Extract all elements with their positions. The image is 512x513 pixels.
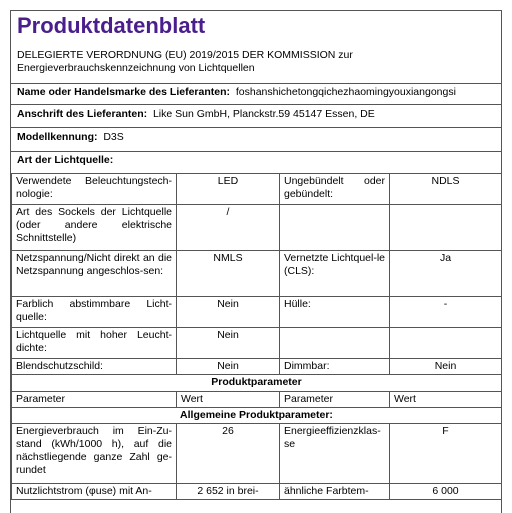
light-source-type-label: Art der Lichtquelle: xyxy=(17,154,114,166)
row-label: Nutzlichtstrom (φuse) mit An- xyxy=(12,484,177,500)
column-header-parameter: Parameter xyxy=(12,392,177,408)
row-label: Lichtquelle mit hoher Leucht-dichte: xyxy=(12,328,177,359)
row-value: - xyxy=(390,297,502,328)
row-value: / xyxy=(177,205,280,251)
model-label: Modellkennung: xyxy=(17,131,98,143)
divider xyxy=(11,127,501,128)
row-label: Hülle: xyxy=(280,297,390,328)
row-label: Blendschutzschild: xyxy=(12,359,177,375)
intro-line-2: Energieverbrauchskennzeichnung von Lichtquellen xyxy=(17,62,255,74)
datasheet-frame xyxy=(10,10,502,513)
table-row xyxy=(12,174,502,205)
page-title: Produktdatenblatt xyxy=(17,13,206,38)
row-label: Verwendete Beleuchtungstech-nologie: xyxy=(12,174,177,205)
table-row xyxy=(12,359,502,375)
section-header-row xyxy=(12,408,502,424)
row-value xyxy=(390,328,502,359)
row-value: Nein xyxy=(177,359,280,375)
row-label: Ungebündelt oder gebündelt: xyxy=(280,174,390,205)
row-value: Nein xyxy=(177,328,280,359)
table-row xyxy=(12,424,502,484)
row-value: 6 000 xyxy=(390,484,502,500)
model-row xyxy=(17,131,124,144)
supplier-name-label: Name oder Handelsmarke des Lieferanten: xyxy=(17,86,230,98)
row-value: 2 652 in brei- xyxy=(177,484,280,500)
intro-line-1: DELEGIERTE VERORDNUNG (EU) 2019/2015 DER KOMMISSION zur xyxy=(17,49,353,61)
row-value: LED xyxy=(177,174,280,205)
supplier-address-label: Anschrift des Lieferanten: xyxy=(17,108,148,120)
row-value: Nein xyxy=(177,297,280,328)
table-row xyxy=(12,251,502,297)
column-header-value: Wert xyxy=(390,392,502,408)
row-value: NDLS xyxy=(390,174,502,205)
table-row xyxy=(12,297,502,328)
regulation-intro xyxy=(17,49,353,75)
row-value: 26 xyxy=(177,424,280,484)
row-value: NMLS xyxy=(177,251,280,297)
supplier-name-row xyxy=(17,86,456,99)
row-label: Energieeffizienzklas-se xyxy=(280,424,390,484)
table-row xyxy=(12,205,502,251)
table-row xyxy=(12,484,502,500)
row-label: Farblich abstimmbare Licht-quelle: xyxy=(12,297,177,328)
row-value: F xyxy=(390,424,502,484)
divider xyxy=(11,151,501,152)
column-header-value: Wert xyxy=(177,392,280,408)
row-label: Netzspannung/Nicht direkt an die Netzspannung angeschlos-sen: xyxy=(12,251,177,297)
divider xyxy=(11,104,501,105)
divider xyxy=(11,83,501,84)
row-value: Ja xyxy=(390,251,502,297)
row-label: Dimmbar: xyxy=(280,359,390,375)
row-label xyxy=(280,328,390,359)
row-label: Art des Sockels der Lichtquelle (oder andere elektrische Schnittstelle) xyxy=(12,205,177,251)
column-header-parameter: Parameter xyxy=(280,392,390,408)
row-value: Nein xyxy=(390,359,502,375)
table-row xyxy=(12,328,502,359)
supplier-name-value: foshanshichetongqichezhaomingyouxiangongsi xyxy=(235,86,456,98)
row-label: ähnliche Farbtem- xyxy=(280,484,390,500)
row-label: Energieverbrauch im Ein-Zu-stand (kWh/1000 h), auf die nächstliegende ganze Zahl ge-rundet xyxy=(12,424,177,484)
supplier-address-row xyxy=(17,108,375,121)
model-value: D3S xyxy=(103,131,124,143)
general-parameters-header: Allgemeine Produktparameter: xyxy=(12,408,502,424)
light-source-type-row xyxy=(17,154,113,167)
column-header-row xyxy=(12,392,502,408)
supplier-address-value: Like Sun GmbH, Planckstr.59 45147 Essen, DE xyxy=(152,108,375,120)
product-parameters-header: Produktparameter xyxy=(12,375,502,392)
row-label xyxy=(280,205,390,251)
row-value xyxy=(390,205,502,251)
section-header-row xyxy=(12,375,502,392)
row-label: Vernetzte Lichtquel-le (CLS): xyxy=(280,251,390,297)
light-source-table xyxy=(11,173,502,500)
